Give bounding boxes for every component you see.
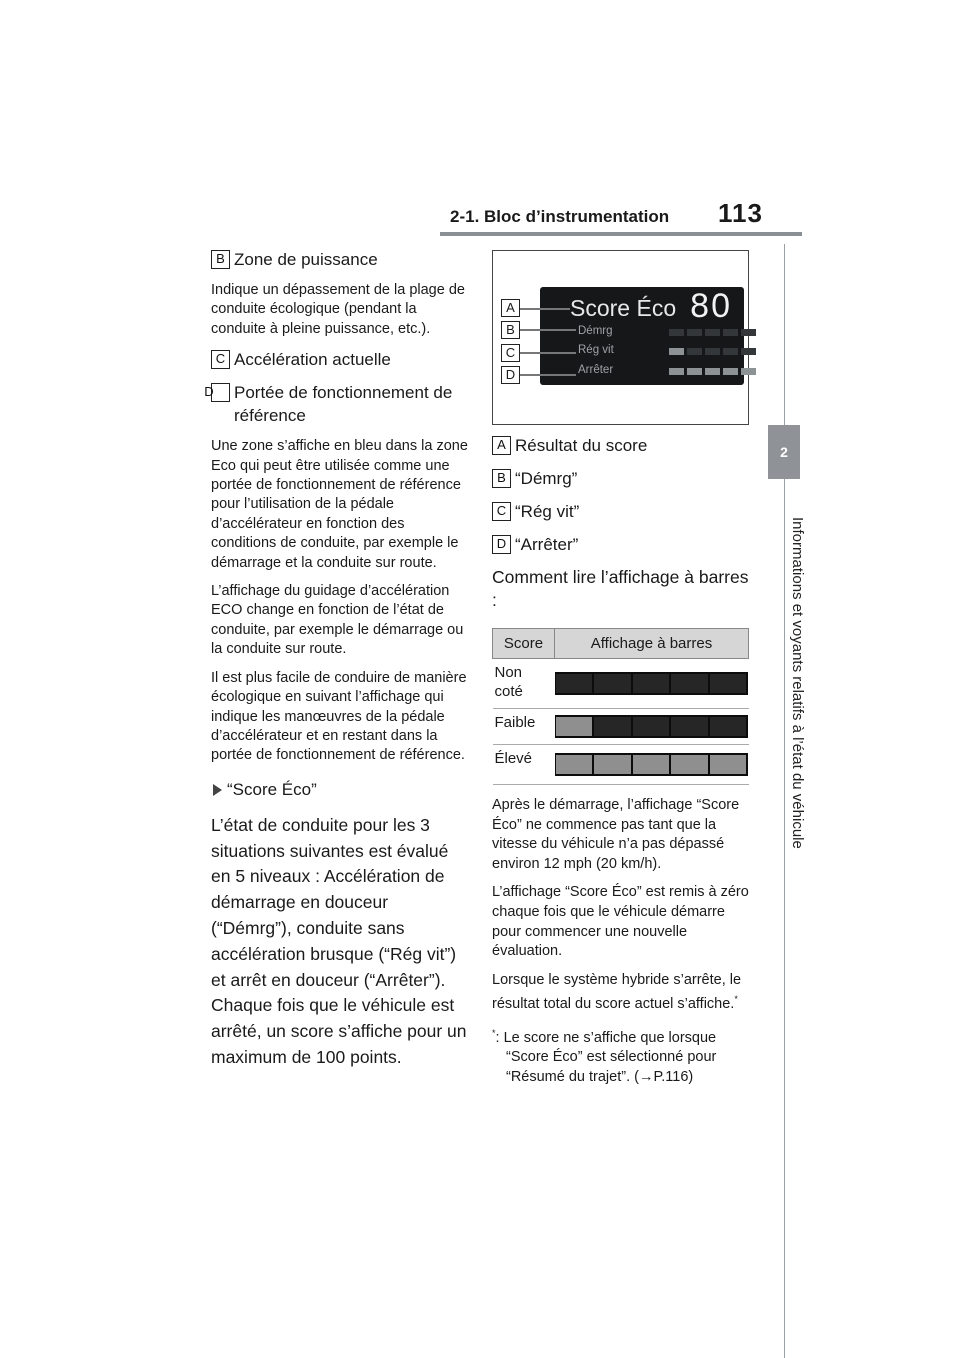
callout-a: A [501,299,520,317]
letter-badge: B [211,250,230,269]
left-column [204,248,469,1071]
display-bars [669,329,756,336]
bar-graphic [555,672,748,695]
page-number: 113 [718,198,763,228]
item-current-acceleration [211,348,469,371]
bar-segment-filled [723,368,738,375]
callout-b: B [501,321,520,339]
bar-segment-filled [594,755,631,774]
howto-text: Comment lire l’affichage à barres : [492,567,749,610]
letter-badge: A [492,436,511,455]
legend-item [492,533,752,556]
eco-score-figure [492,250,749,425]
bar-segment-empty [594,674,631,693]
triangle-bullet-icon [213,784,222,796]
display-row-label: Rég vit [578,344,614,356]
legend-item [492,434,752,457]
legend-text: “Rég vit” [515,502,580,521]
bar-segment-empty [741,348,756,355]
table-row [493,709,749,745]
right-column [492,250,752,1087]
item-power-zone [211,248,469,271]
legend-item [492,500,752,523]
bar-segment-filled [687,368,702,375]
note [492,971,752,1015]
footnote [492,1024,752,1088]
row-label: Non coté [493,659,555,709]
item-title: Accélération actuelle [234,350,391,370]
legend-text: “Démrg” [515,469,578,488]
bar-segment-empty [723,348,738,355]
note: Après le démarrage, l’affichage “Score Éco” ne commence pas tant que la vitesse du véhicule n’a pas dépassé environ 12 mph (20 km/h). [492,797,740,872]
letter-badge: D [492,535,511,554]
row-bars-cell [555,745,749,785]
bar-segment-empty [723,329,738,336]
bar-segment-filled [633,755,670,774]
callout-leader [520,308,570,310]
bar-segment-empty [705,348,720,355]
legend-text: Résultat du score [515,436,648,455]
callout-leader [520,374,576,376]
letter-badge: B [492,469,511,488]
bar-display-table [492,628,749,785]
footnote-text: : Le score ne s’affiche que lorsque “Score Éco” est sélectionné pour “Résumé du trajet”. (→P.116) [495,1029,717,1085]
display-row-label: Arrêter [578,364,614,376]
bar-segment-empty [671,674,708,693]
item-title: Zone de puissance [234,250,378,269]
note: L’affichage “Score Éco” est remis à zéro chaque fois que le véhicule démarre pour commencer une nouvelle évaluation. [492,884,749,960]
table-header-row [493,629,749,659]
letter-badge: C [492,502,511,521]
bar-segment-empty [669,329,684,336]
table-row [493,745,749,785]
table-row [493,659,749,709]
row-label: Élevé [493,745,555,785]
display-row-label: Démrg [578,325,613,337]
bar-segment-empty [556,674,593,693]
bar-segment-empty [710,674,747,693]
callout-d: D [501,366,520,384]
callout-leader [520,352,576,354]
eco-score-display [540,287,744,385]
column-header-score: Score [493,629,555,659]
callout-c: C [501,344,520,362]
bar-segment-filled [741,368,756,375]
row-label: Faible [493,709,555,745]
display-score: 80 [690,287,732,325]
item-reference-range [204,381,469,427]
display-title: Score Éco [570,295,677,321]
bar-segment-empty [741,329,756,336]
chapter-tab: 2 [768,425,800,479]
bar-segment-empty [594,717,631,736]
body-text: L’état de conduite pour les 3 situations suivantes est évalué en 5 niveaux : Accélération de démarrage en douceur (“Démrg”), conduite sans accélération brusque (“Rég vit”) et arrêt en douceur (“Arrêter”). Chaque fois que le véhicule est arrêté, un score s’affiche pour un maximum de 100 points. [211,814,467,1067]
legend-item [492,467,752,490]
column-header-bars: Affichage à barres [555,629,749,659]
bar-segment-filled [669,348,684,355]
bar-segment-empty [710,717,747,736]
chapter-title: Informations et voyants relatifs à l’état du véhicule [789,517,806,849]
legend-text: “Arrêter” [515,535,579,554]
paragraph: L’affichage du guidage d’accélération ECO change en fonction de l’état de conduite, par exemple le démarrage ou la conduite sur route. [211,583,464,658]
footnote-marker: * [734,994,738,1005]
bar-segment-filled [669,368,684,375]
subheading-score-eco [211,778,469,801]
bar-segment-filled [705,368,720,375]
bar-segment-empty [633,674,670,693]
bar-graphic [555,715,748,738]
bar-segment-empty [705,329,720,336]
bar-graphic [555,753,748,776]
row-bars-cell [555,709,749,745]
footnote-marker: * [492,1027,496,1038]
bar-segment-filled [710,755,747,774]
paragraph: Il est plus facile de conduire de manière écologique en suivant l’affichage qui indique les manœuvres de la pédale d’accélérateur et en restant dans la portée de fonctionnement de référence. [211,669,467,764]
paragraph: Une zone s’affiche en bleu dans la zone Eco qui peut être utilisée comme une portée de fonctionnement de référence pour l’utilisation de la pédale d’accélérateur en fonction des conditions de conduite, par exemple le démarrage et la conduite sur route. [211,438,468,571]
letter-badge: D [211,383,230,402]
section-title: 2-1. Bloc d’instrumentation [450,207,670,226]
note-text: Lorsque le système hybride s’arrête, le résultat total du score actuel s’affiche. [492,971,742,1013]
row-bars-cell [555,659,749,709]
bar-segment-empty [687,329,702,336]
subheading-text: “Score Éco” [227,779,317,799]
item-title: Portée de fonctionnement de référence [234,383,453,426]
display-bars [669,368,756,375]
bar-segment-filled [671,755,708,774]
bar-segment-empty [633,717,670,736]
letter-badge: C [211,350,230,369]
header-rule [440,232,802,236]
bar-segment-empty [671,717,708,736]
bar-segment-filled [556,717,593,736]
display-bars [669,348,756,355]
item-description: Indique un dépassement de la plage de conduite écologique (pendant la conduite à pleine puissance, etc.). [211,282,465,337]
bar-segment-empty [687,348,702,355]
callout-leader [520,329,576,331]
bar-segment-filled [556,755,593,774]
